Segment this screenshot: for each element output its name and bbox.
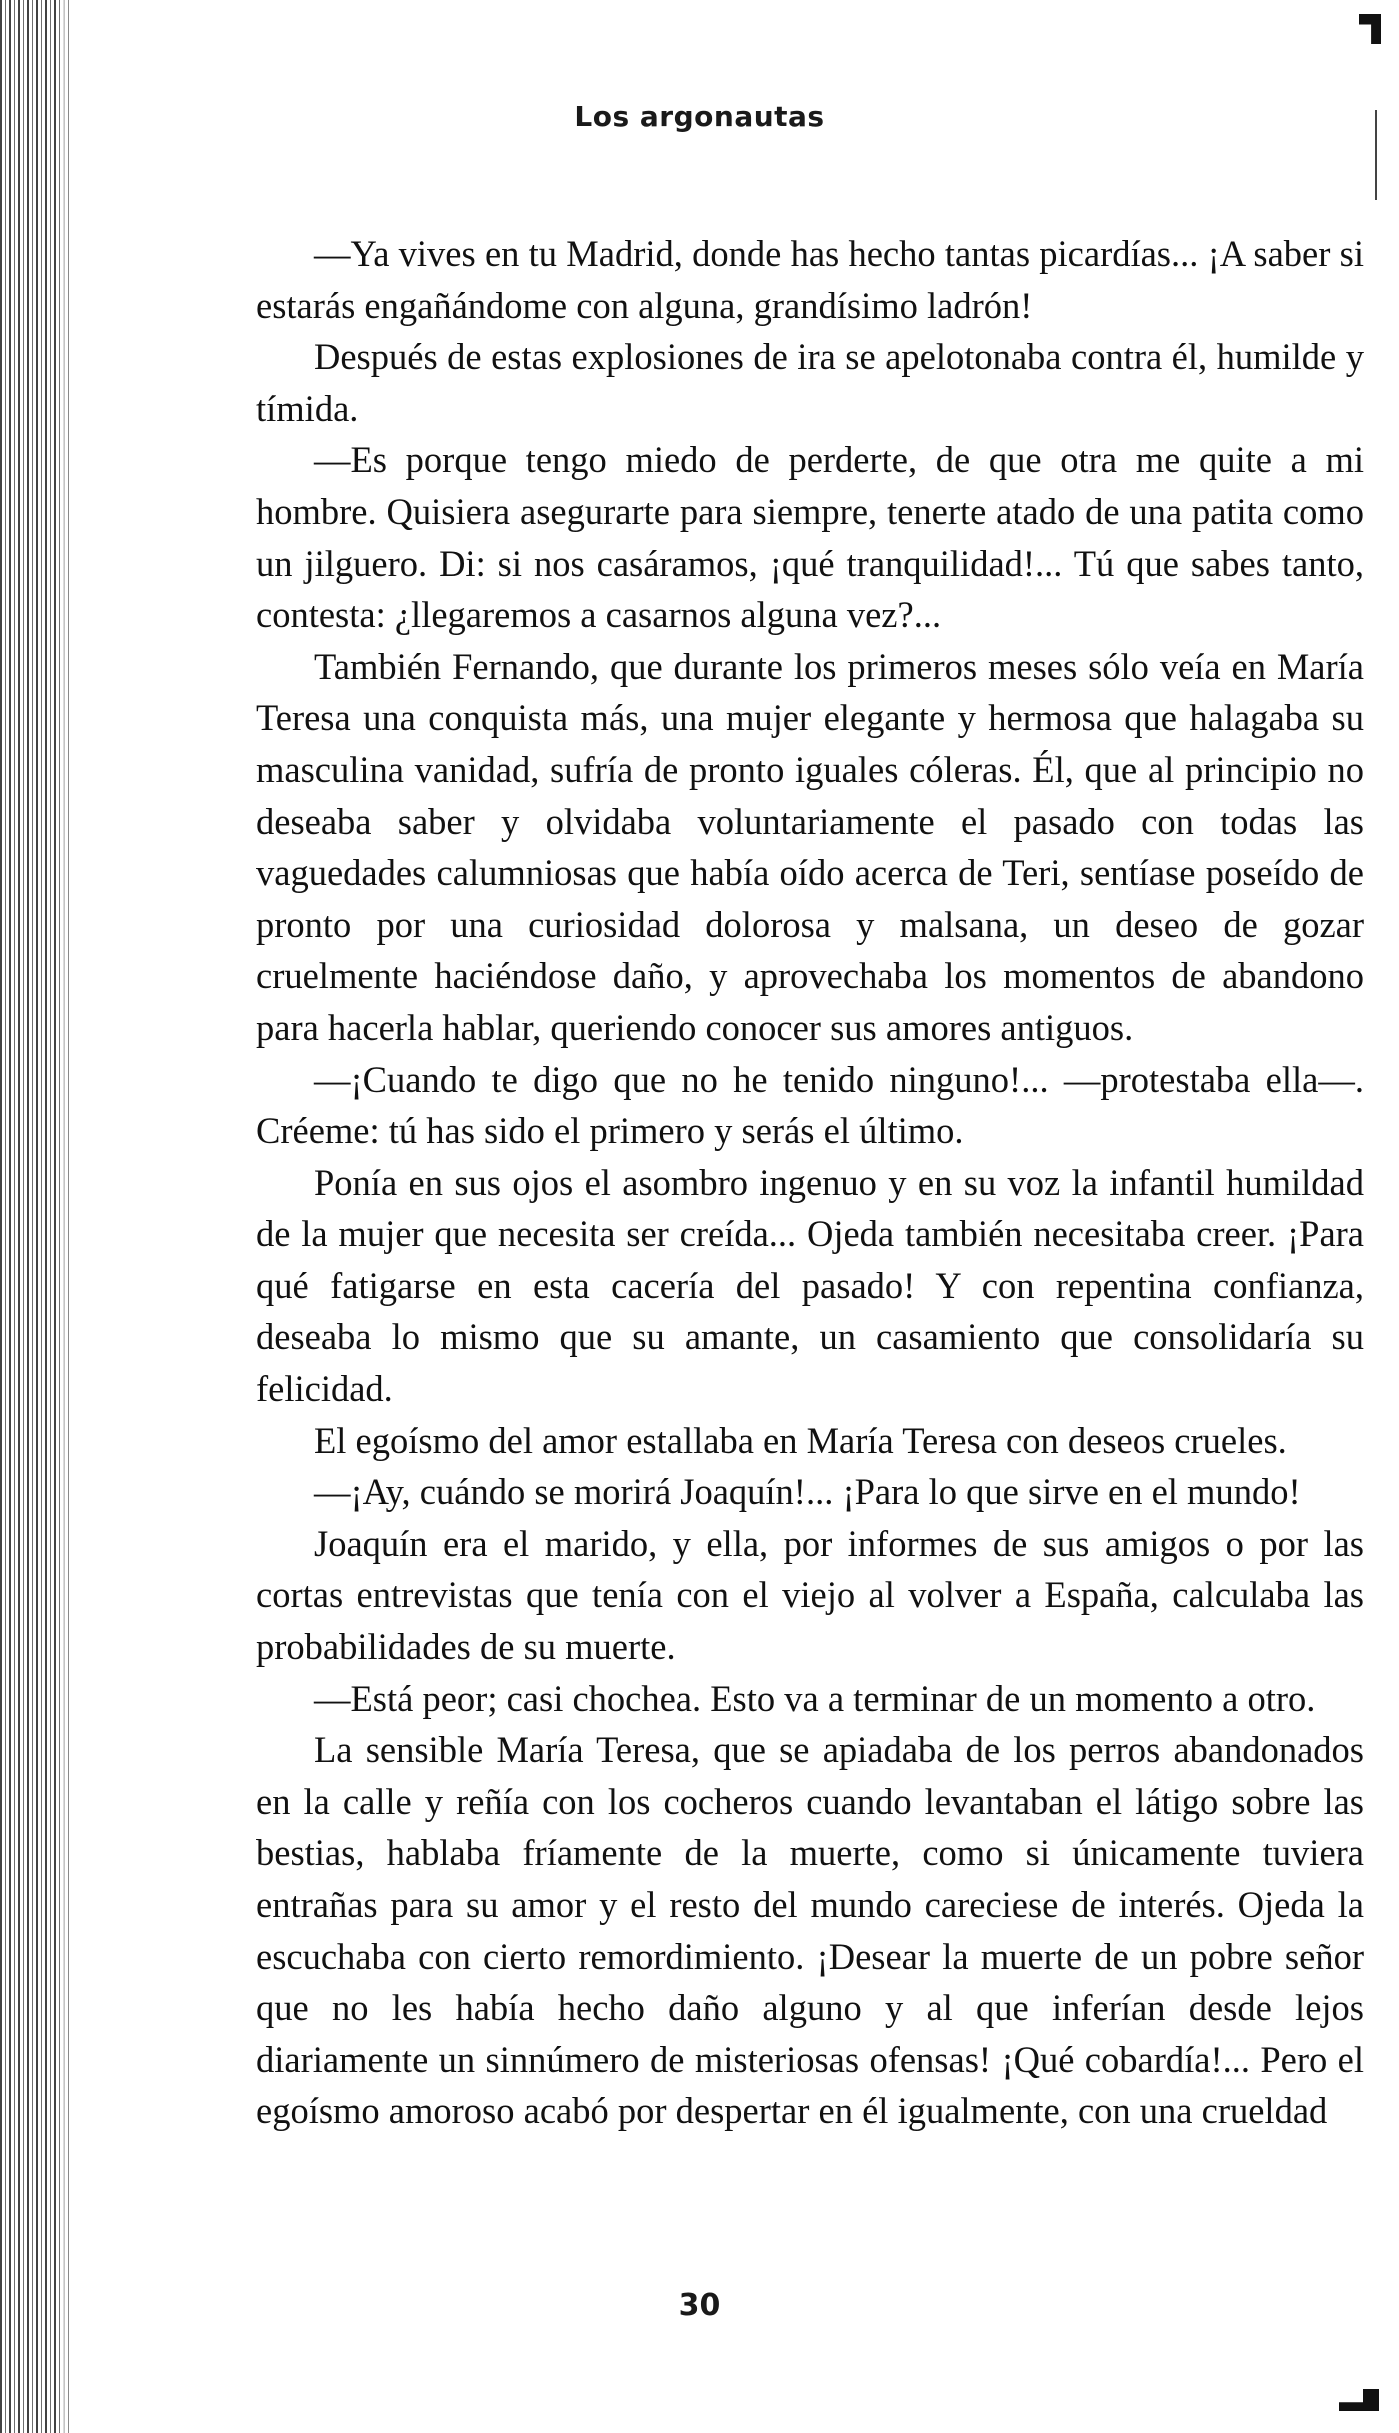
page-number: 30	[678, 2288, 721, 2323]
paragraph: Ponía en sus ojos el asombro ingenuo y en su voz la infantil humildad de la mujer que necesita ser creída... Ojeda también necesitaba creer. ¡Para qué fatigarse en esta cacería del pasado! Y con repentina confianza, deseaba lo mismo que su amante, un casamiento que consolidaría su felicidad.	[256, 1161, 1364, 1410]
paragraph: —Ya vives en tu Madrid, donde has hecho tantas picardías... ¡A saber si estarás engañándome con alguna, grandísimo ladrón!	[256, 233, 1364, 326]
paragraph: La sensible María Teresa, que se apiadaba de los perros abandonados en la calle y reñía con los cocheros cuando levantaban el látigo sobre las bestias, hablaba fríamente de la muerte, como si únicamente tuviera entrañas para su amor y el resto del mundo careciese de interés. Ojeda la escuchaba con cierto remordimiento. ¡Desear la muerte de un pobre señor que no les había hecho daño alguno y al que inferían desde lejos diariamente un sinnúmero de misteriosas ofensas! ¡Qué cobardía!... Pero el egoísmo amoroso acabó por despertar en él igualmente, con una crueldad	[256, 1729, 1364, 2132]
running-header: Los argonautas	[574, 100, 825, 133]
paragraph: También Fernando, que durante los primeros meses sólo veía en María Teresa una conquista más, una mujer elegante y hermosa que halagaba su masculina vanidad, sufría de pronto iguales cóleras. Él, que al principio no deseaba saber y olvidaba voluntariamente el pasado con todas las vaguedades calumniosas que había oído acerca de Teri, sentíase poseído de pronto por una curiosidad dolorosa y malsana, un deseo de gozar cruelmente haciéndose daño, y aprovechaba los momentos de abandono para hacerla hablar, queriendo conocer sus amores antiguos.	[256, 645, 1364, 1048]
crop-mark-bottom	[1339, 2389, 1379, 2411]
crop-mark-top	[1359, 14, 1381, 44]
paragraph: Joaquín era el marido, y ella, por informes de sus amigos o por las cortas entrevistas que tenía con el viejo al volver a España, calculaba las probabilidades de su muerte.	[256, 1522, 1364, 1668]
paragraph: —Es porque tengo miedo de perderte, de que otra me quite a mi hombre. Quisiera asegurarte para siempre, tenerte atado de una patita como un jilguero. Di: si nos casáramos, ¡qué tranquilidad!... Tú que sabes tanto, contesta: ¿llegaremos a casarnos alguna vez?...	[256, 439, 1364, 636]
paragraph: Después de estas explosiones de ira se apelotonaba contra él, humilde y tímida.	[256, 336, 1364, 429]
paragraph: El egoísmo del amor estallaba en María Teresa con deseos crueles.	[314, 1419, 1287, 1461]
paragraph: —Está peor; casi chochea. Esto va a terminar de un momento a otro.	[314, 1677, 1316, 1719]
body-text	[256, 228, 1364, 2137]
binding-edge	[0, 0, 70, 2433]
paragraph: —¡Ay, cuándo se morirá Joaquín!... ¡Para lo que sirve en el mundo!	[314, 1471, 1301, 1513]
paragraph: —¡Cuando te digo que no he tenido ninguno!... —protestaba ella—. Créeme: tú has sido el primero y serás el último.	[256, 1058, 1364, 1152]
